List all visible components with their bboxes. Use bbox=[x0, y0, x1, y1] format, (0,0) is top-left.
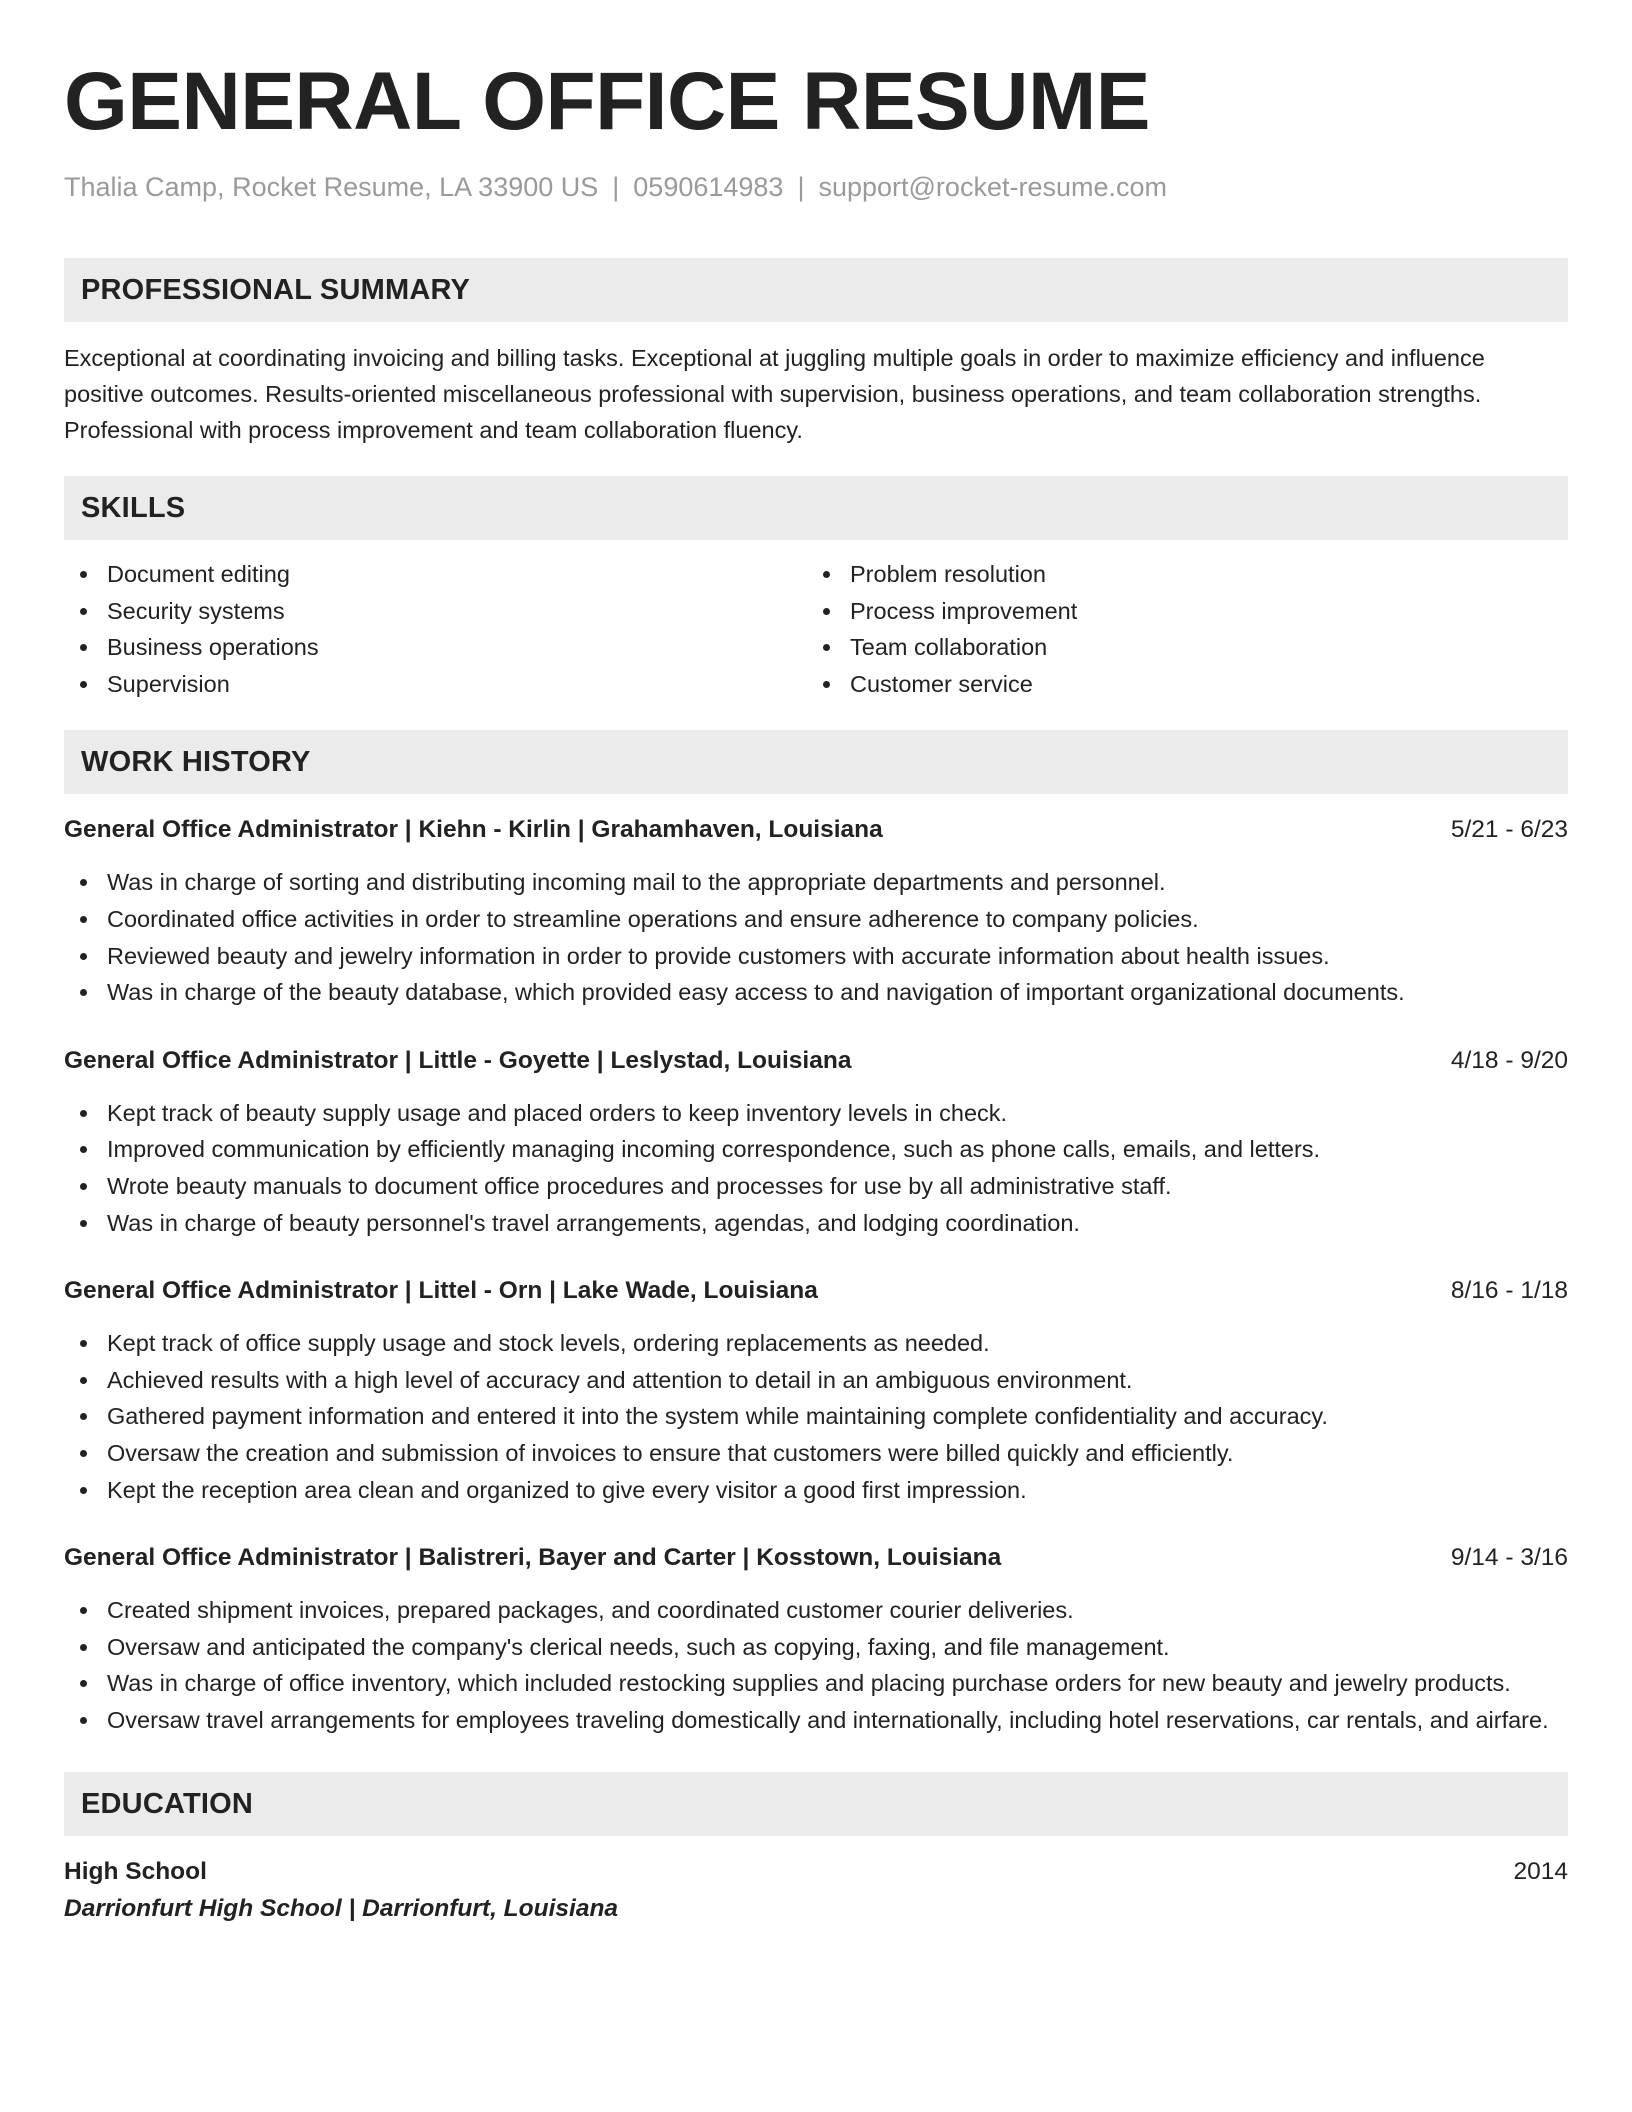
job-bullet-text: Achieved results with a high level of accuracy and attention to detail in an ambiguous environment. bbox=[107, 1366, 1133, 1393]
job-bullets bbox=[64, 1095, 1568, 1241]
education-year: 2014 bbox=[1513, 1858, 1568, 1886]
job-bullet bbox=[64, 1435, 1568, 1472]
skill-item bbox=[64, 556, 807, 593]
skill-item bbox=[807, 593, 1550, 630]
bullet-icon bbox=[80, 644, 87, 651]
education-degree: High School bbox=[64, 1858, 207, 1886]
bullet-icon bbox=[80, 1607, 87, 1614]
job-title: General Office Administrator | Little - Goyette | Leslystad, Louisiana bbox=[64, 1046, 852, 1074]
job-bullet-text: Kept the reception area clean and organized to give every visitor a good first impression. bbox=[107, 1476, 1027, 1503]
job-title: General Office Administrator | Kiehn - Kirlin | Grahamhaven, Louisiana bbox=[64, 816, 883, 844]
skill-label: Customer service bbox=[850, 670, 1033, 697]
job-bullet-text: Was in charge of sorting and distributing incoming mail to the appropriate departments and personnel. bbox=[107, 869, 1166, 896]
job-bullet bbox=[64, 1325, 1568, 1362]
bullet-icon bbox=[80, 916, 87, 923]
job-bullet-text: Oversaw travel arrangements for employees traveling domestically and internationally, including hotel reservations, car rentals, and airfare. bbox=[107, 1706, 1549, 1733]
bullet-icon bbox=[80, 608, 87, 615]
skill-item bbox=[64, 593, 807, 630]
contact-phone: 0590614983 bbox=[633, 172, 784, 202]
job-entry bbox=[64, 1540, 1568, 1738]
job-bullet-text: Coordinated office activities in order to streamline operations and ensure adherence to company policies. bbox=[107, 905, 1199, 932]
job-title: General Office Administrator | Littel - Orn | Lake Wade, Louisiana bbox=[64, 1277, 818, 1305]
bullet-icon bbox=[80, 1487, 87, 1494]
job-bullet-text: Was in charge of beauty personnel's travel arrangements, agendas, and lodging coordination. bbox=[107, 1209, 1080, 1236]
bullet-icon bbox=[80, 1146, 87, 1153]
skill-label: Document editing bbox=[107, 561, 290, 587]
bullet-icon bbox=[80, 1110, 87, 1117]
bullet-icon bbox=[80, 1680, 87, 1687]
bullet-icon bbox=[80, 571, 87, 578]
bullet-icon bbox=[823, 681, 830, 688]
skill-item bbox=[807, 629, 1550, 666]
bullet-icon bbox=[80, 989, 87, 996]
resume-title: GENERAL OFFICE RESUME bbox=[64, 56, 1150, 147]
skill-item bbox=[64, 629, 807, 666]
job-header bbox=[64, 812, 1568, 848]
bullet-icon bbox=[80, 1413, 87, 1420]
job-bullet bbox=[64, 1168, 1568, 1205]
job-bullet-text: Oversaw and anticipated the company's clerical needs, such as copying, faxing, and file management. bbox=[107, 1633, 1170, 1660]
job-entry bbox=[64, 1273, 1568, 1508]
job-bullet bbox=[64, 1131, 1568, 1168]
job-title: General Office Administrator | Balistreri, Bayer and Carter | Kosstown, Louisiana bbox=[64, 1544, 1002, 1572]
skills-list bbox=[64, 556, 1568, 702]
education-header bbox=[64, 1854, 1568, 1890]
job-entry bbox=[64, 812, 1568, 1010]
bullet-icon bbox=[80, 1220, 87, 1227]
job-bullet bbox=[64, 1702, 1568, 1739]
section-heading-education: EDUCATION bbox=[64, 1772, 1568, 1836]
contact-address: Thalia Camp, Rocket Resume, LA 33900 US bbox=[64, 172, 599, 202]
skill-label: Business operations bbox=[107, 634, 319, 661]
job-bullet bbox=[64, 1665, 1568, 1702]
skills-column-right bbox=[807, 556, 1550, 702]
job-bullet-text: Reviewed beauty and jewelry information in order to provide customers with accurate information about health issues. bbox=[107, 942, 1330, 969]
job-bullet-text: Kept track of beauty supply usage and placed orders to keep inventory levels in check. bbox=[107, 1099, 1008, 1126]
skill-label: Supervision bbox=[107, 670, 230, 697]
contact-separator: | bbox=[797, 172, 805, 202]
skill-label: Team collaboration bbox=[850, 634, 1048, 661]
education-entry bbox=[64, 1854, 1568, 1928]
job-header bbox=[64, 1273, 1568, 1309]
bullet-icon bbox=[80, 879, 87, 886]
job-bullet bbox=[64, 1205, 1568, 1242]
bullet-icon bbox=[80, 1340, 87, 1347]
job-entry bbox=[64, 1043, 1568, 1241]
section-heading-work-history: WORK HISTORY bbox=[64, 730, 1568, 794]
bullet-icon bbox=[823, 608, 830, 615]
bullet-icon bbox=[80, 1450, 87, 1457]
bullet-icon bbox=[80, 681, 87, 688]
job-bullet bbox=[64, 864, 1568, 901]
job-bullet-text: Gathered payment information and entered it into the system while maintaining complete confidentiality and accuracy. bbox=[107, 1403, 1328, 1430]
bullet-icon bbox=[80, 1717, 87, 1724]
job-bullets bbox=[64, 864, 1568, 1010]
job-bullet bbox=[64, 1629, 1568, 1666]
job-bullet-text: Wrote beauty manuals to document office procedures and processes for use by all administrative staff. bbox=[107, 1172, 1172, 1199]
job-bullet-text: Was in charge of office inventory, which included restocking supplies and placing purchase orders for new beauty and jewelry products. bbox=[107, 1670, 1511, 1697]
skill-item bbox=[807, 556, 1550, 593]
job-bullets bbox=[64, 1325, 1568, 1508]
bullet-icon bbox=[823, 644, 830, 651]
job-bullet bbox=[64, 1095, 1568, 1132]
skill-item bbox=[807, 666, 1550, 703]
job-bullet bbox=[64, 974, 1568, 1011]
skill-label: Process improvement bbox=[850, 597, 1078, 624]
job-dates: 5/21 - 6/23 bbox=[1450, 816, 1568, 844]
bullet-icon bbox=[80, 1183, 87, 1190]
job-bullet bbox=[64, 1472, 1568, 1509]
contact-line bbox=[64, 170, 1568, 204]
contact-separator: | bbox=[612, 172, 620, 202]
job-header bbox=[64, 1043, 1568, 1079]
job-bullet bbox=[64, 1398, 1568, 1435]
bullet-icon bbox=[80, 953, 87, 960]
summary-text: Exceptional at coordinating invoicing and billing tasks. Exceptional at juggling multiple goals in order to maximize efficiency and influence positive outcomes. Results-oriented miscellaneous professional with supervision, business operations, and team collaboration strengths. Professional with process improvement and team collaboration fluency. bbox=[64, 345, 1485, 443]
bullet-icon bbox=[823, 571, 830, 578]
skill-item bbox=[64, 666, 807, 703]
skill-label: Problem resolution bbox=[850, 561, 1046, 587]
job-dates: 8/16 - 1/18 bbox=[1450, 1277, 1568, 1305]
job-dates: 4/18 - 9/20 bbox=[1450, 1046, 1568, 1074]
contact-email: support@rocket-resume.com bbox=[818, 172, 1167, 202]
job-header bbox=[64, 1540, 1568, 1576]
skills-column-left bbox=[64, 556, 807, 702]
job-bullet bbox=[64, 938, 1568, 975]
job-bullets bbox=[64, 1592, 1568, 1738]
job-bullet-text: Created shipment invoices, prepared packages, and coordinated customer courier deliveries. bbox=[107, 1597, 1074, 1624]
bullet-icon bbox=[80, 1644, 87, 1651]
job-bullet bbox=[64, 1592, 1568, 1629]
job-bullet-text: Improved communication by efficiently managing incoming correspondence, such as phone calls, emails, and letters. bbox=[107, 1136, 1321, 1163]
job-dates: 9/14 - 3/16 bbox=[1450, 1544, 1568, 1572]
job-bullet-text: Was in charge of the beauty database, which provided easy access to and navigation of important organizational documents. bbox=[107, 979, 1405, 1006]
bullet-icon bbox=[80, 1377, 87, 1384]
job-bullet bbox=[64, 1362, 1568, 1399]
education-school: Darrionfurt High School | Darrionfurt, Louisiana bbox=[64, 1895, 619, 1923]
skill-label: Security systems bbox=[107, 597, 285, 624]
job-bullet-text: Kept track of office supply usage and stock levels, ordering replacements as needed. bbox=[107, 1330, 990, 1357]
section-heading-summary: PROFESSIONAL SUMMARY bbox=[64, 258, 1568, 322]
job-bullet bbox=[64, 901, 1568, 938]
section-heading-skills: SKILLS bbox=[64, 476, 1568, 540]
job-bullet-text: Oversaw the creation and submission of invoices to ensure that customers were billed quickly and efficiently. bbox=[107, 1439, 1234, 1466]
